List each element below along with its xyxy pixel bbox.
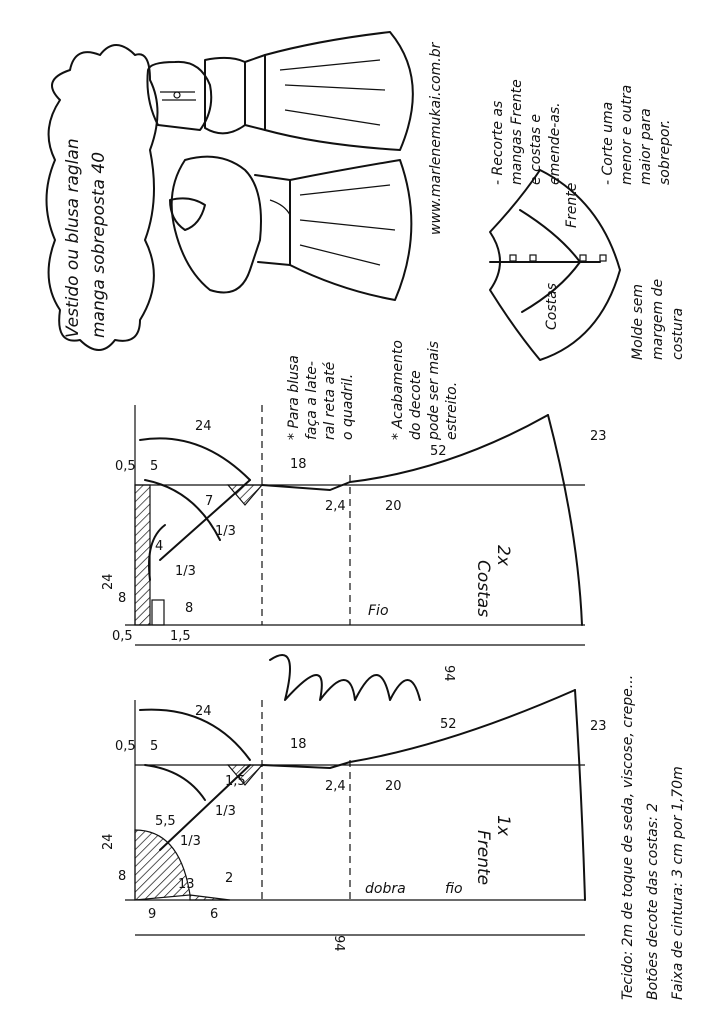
- title-line-1: Vestido ou blusa raglan: [63, 138, 83, 338]
- front-dim-raglan-a: 1/3: [215, 804, 236, 819]
- blouse-note-4: o quadril.: [340, 373, 356, 440]
- dress-sketch-bottom: [170, 157, 411, 300]
- front-dim-neck-width: 8: [118, 869, 127, 884]
- back-dim-sleeve-width: 24: [195, 419, 212, 434]
- back-dim-shoulder-top: 0,5: [115, 459, 136, 474]
- sleeve-note-3: e costas e: [528, 113, 544, 185]
- back-pattern-piece: [101, 405, 607, 682]
- front-dim-sleeve-width: 24: [195, 704, 212, 719]
- fabric-note-2: Botões decote das costas: 2: [645, 802, 661, 1000]
- seam-note-1: Molde sem: [630, 283, 646, 360]
- back-dim-neck-width: 8: [118, 591, 127, 606]
- back-dim-shoulder-drop: 5: [150, 459, 159, 474]
- neckline-note-1: * Acabamento: [390, 340, 406, 440]
- sleeve-note-5: - Corte uma: [600, 101, 616, 185]
- sleeve-note-1: - Recorte as: [490, 100, 506, 185]
- seam-note-3: costura: [670, 307, 686, 360]
- sleeve-label-front: Frente: [564, 182, 580, 228]
- back-dim-width: 24: [101, 573, 116, 590]
- neckline-note-3: pode ser mais: [426, 341, 442, 440]
- front-piece-count: 1x: [493, 815, 513, 836]
- front-dim-length: 94: [331, 935, 346, 952]
- neckline-note-4: estreito.: [444, 381, 460, 440]
- seam-note-2: margem de: [650, 278, 666, 360]
- front-dim-shoulder-drop: 5: [150, 739, 159, 754]
- back-piece-label: Costas: [473, 560, 493, 618]
- seam-allowance-note: [630, 279, 686, 360]
- back-dim-length: 94: [441, 665, 456, 682]
- sleeve-note-4: emende-as.: [547, 102, 563, 185]
- back-dim-neck-depth: 1,5: [170, 629, 191, 644]
- front-fold-label: dobra: [365, 881, 406, 897]
- front-dim-neck-base: 6: [210, 907, 219, 922]
- blouse-note-1: * Para blusa: [286, 355, 302, 440]
- sleeve-note-6: menor e outra: [619, 84, 635, 185]
- blouse-note-2: faça a late-: [304, 361, 320, 440]
- sleeve-note-2: mangas Frente: [509, 79, 525, 185]
- front-dim-width: 24: [101, 833, 116, 850]
- back-dim-raglan-b: 1/3: [175, 564, 196, 579]
- front-dim-waist-drop: 20: [385, 779, 402, 794]
- dress-sketch-top: [147, 32, 412, 150]
- sleeve-diagram: [490, 170, 620, 360]
- sleeve-note-7: maior para: [638, 108, 654, 185]
- back-dim-hem: 23: [590, 429, 607, 444]
- blouse-note-3: ral reta até: [322, 361, 338, 440]
- front-dim-hem: 23: [590, 719, 607, 734]
- sleeve-instructions: [490, 79, 673, 185]
- back-dim-waist-drop: 20: [385, 499, 402, 514]
- back-dim-side: 18: [290, 457, 307, 472]
- fabric-note-3: Faixa de cintura: 3 cm por 1,70m: [670, 766, 686, 1000]
- back-dim-skirt: 52: [430, 444, 447, 459]
- neckline-note: [390, 340, 460, 441]
- back-dim-raglan-a: 1/3: [215, 524, 236, 539]
- front-pattern-piece: [101, 690, 607, 952]
- sleeve-label-back: Costas: [544, 283, 560, 330]
- front-dim-neck-tip: 2: [225, 871, 234, 886]
- back-dim-neck-top: 0,5: [112, 629, 133, 644]
- neckline-note-2: do decote: [408, 370, 424, 440]
- front-dim-side: 18: [290, 737, 307, 752]
- front-dim-shoulder-top: 0,5: [115, 739, 136, 754]
- front-dim-skirt: 52: [440, 717, 457, 732]
- front-dim-raglan-b: 1/3: [180, 834, 201, 849]
- sleeve-note-8: sobrepor.: [657, 119, 673, 185]
- back-dim-raglan-seg: 7: [205, 494, 214, 509]
- title-line-2: manga sobreposta 40: [89, 151, 109, 338]
- fabric-note-1: Tecido: 2m de toque de seda, viscose, crepe...: [620, 674, 636, 1000]
- signature: [270, 655, 420, 700]
- front-dim-neck-radius: 13: [178, 877, 195, 892]
- blouse-note: [286, 355, 356, 440]
- fabric-notes: [620, 675, 686, 1000]
- front-grain-label: fio: [445, 881, 463, 897]
- front-dim-raglan-mid: 5,5: [155, 814, 176, 829]
- back-dim-raglan-mid: 4: [155, 539, 164, 554]
- back-grain-label: Fio: [368, 603, 389, 619]
- website-url: www.marlenemukai.com.br: [428, 42, 444, 235]
- title-cloud: [47, 45, 158, 350]
- front-dim-neck-depth: 9: [148, 907, 157, 922]
- back-dim-waist-in: 2,4: [325, 499, 346, 514]
- back-piece-count: 2x: [493, 545, 513, 566]
- front-piece-label: Frente: [473, 830, 493, 886]
- front-dim-waist-in: 2,4: [325, 779, 346, 794]
- back-dim-neck-depth-2: 8: [185, 601, 194, 616]
- front-dim-raglan-up: 1,5: [225, 774, 246, 789]
